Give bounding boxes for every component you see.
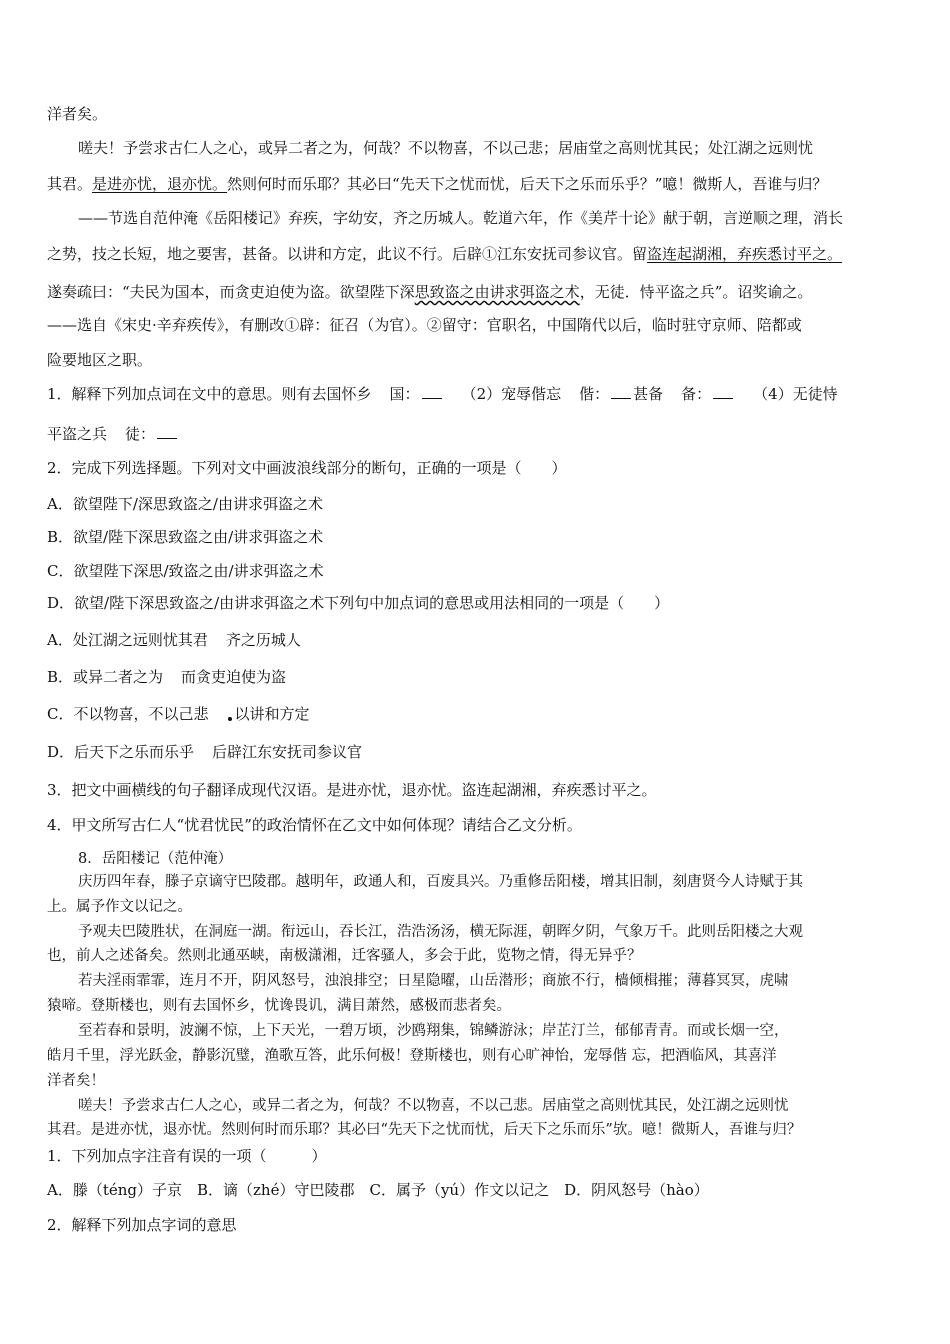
text-line: 嗟夫！予尝求古仁人之心，或异二者之为，何哉？不以物喜，不以己悲。居庙堂之高则忧其民，处江湖之远则忧 bbox=[78, 1098, 789, 1114]
text-line bbox=[47, 282, 812, 302]
text: 国： bbox=[389, 385, 420, 403]
text-line: 予观夫巴陵胜状，在洞庭一湖。衔远山，吞长江，浩浩汤汤，横无际涯，朝晖夕阴，气象万千。此则岳阳楼之大观 bbox=[78, 924, 803, 940]
text: 后辟江东安抚司参议官 bbox=[212, 743, 363, 761]
question-3: 3．把文中画横线的句子翻译成现代汉语。是进亦忧，退亦忧。盗连起湖湘，弃疾悉讨平之。 bbox=[47, 781, 657, 799]
answer-blank[interactable] bbox=[422, 384, 442, 399]
text: D．后天下之乐而乐乎 bbox=[47, 743, 195, 761]
text-line: 嗟夫！予尝求古仁人之心，或异二者之为，何哉？不以物喜，不以己悲；居庙堂之高则忧其民；处江湖之远则忧 bbox=[78, 139, 814, 157]
text: （2）宠辱偕忘 bbox=[461, 385, 562, 403]
text: 遂奏疏曰：“夫民为国本，而贪吏迫使为盗。欲望陛下深 bbox=[47, 283, 415, 301]
text-line: 险要地区之职。 bbox=[47, 351, 153, 369]
text: 而贪吏迫使为盗 bbox=[181, 668, 287, 686]
option bbox=[47, 742, 362, 762]
text: 之势，技之长短，地之要害，甚备。以讲和方定，此议不行。后辟①江东安抚司参议官。留 bbox=[47, 245, 648, 263]
underlined-sentence: 是进亦忧，退亦忧。 bbox=[92, 175, 228, 193]
text-line bbox=[47, 244, 842, 264]
text: C．不以物喜，不以己悲 bbox=[47, 705, 209, 723]
text-line: 皓月千里，浮光跃金，静影沉璧，渔歌互答，此乐何极！登斯楼也，则有心旷神怡，宠辱偕 忘，把酒临风，其喜洋 bbox=[47, 1048, 777, 1064]
text: A．处江湖之远则忧其君 bbox=[47, 631, 208, 649]
text-line: 上。属予作文以记之。 bbox=[47, 899, 192, 915]
question-2: 2．完成下列选择题。下列对文中画波浪线部分的断句，正确的一项是（ ） bbox=[47, 459, 567, 477]
option: C．欲望陛下深思/致盗之由/讲求弭盗之术 bbox=[47, 562, 324, 580]
option: D．欲望/陛下深思致盗之/由讲求弭盗之术下列句中加点词的意思或用法相同的一项是（ ） bbox=[47, 594, 670, 612]
text: 偕： bbox=[579, 385, 610, 403]
text-line: 洋者矣。 bbox=[47, 105, 108, 123]
text: 平盗之兵 bbox=[47, 425, 108, 443]
text-line: 若夫淫雨霏霏，连月不开，阴风怒号，浊浪排空；日星隐曜，山岳潜形；商旅不行，樯倾楫摧；薄暮冥冥，虎啸 bbox=[78, 973, 789, 989]
text: ，无徒．恃平盗之兵”。诏奖谕之。 bbox=[579, 283, 813, 301]
section-title: 8．岳阳楼记（范仲淹） bbox=[78, 851, 233, 867]
text: （4）无徒恃 bbox=[753, 385, 838, 403]
text: 然则何时而乐耶？其必曰“先天下之忧而忧，后天下之乐而乐乎？”噫！微斯人，吾谁与归？ bbox=[227, 175, 828, 193]
text: 齐之历城人 bbox=[225, 631, 301, 649]
answer-blank[interactable] bbox=[611, 384, 631, 399]
option: A．欲望陛下/深思致盗之/由讲求弭盗之术 bbox=[47, 495, 323, 513]
answer-blank[interactable] bbox=[713, 384, 733, 399]
question-2b: 2．解释下列加点字词的意思 bbox=[47, 1216, 237, 1234]
option bbox=[47, 630, 301, 650]
text-line: 也，前人之述备矣。然则北通巫峡，南极潇湘，迁客骚人，多会于此，览物之情，得无异乎？ bbox=[47, 948, 642, 964]
text-line: 其君。是进亦忧，退亦忧。然则何时而乐耶？其必曰“先天下之忧而忧，后天下之乐而乐”欤。噫！微斯人，吾谁与归？ bbox=[47, 1122, 802, 1138]
text: 甚备 bbox=[633, 385, 664, 403]
text: 以讲和方定 bbox=[234, 705, 310, 723]
wavy-underlined-text: 思致盗之由讲求弭盗之术 bbox=[414, 283, 580, 301]
text: 其君。 bbox=[47, 175, 93, 193]
text: 徒： bbox=[125, 425, 156, 443]
text-line bbox=[47, 174, 827, 194]
question-1 bbox=[47, 384, 838, 404]
text: 1．解释下列加点词在文中的意思。则有去国怀乡 bbox=[47, 385, 372, 403]
text-line: 庆历四年春，滕子京谪守巴陵郡。越明年，政通人和，百废具兴。乃重修岳阳楼，增其旧制，刻唐贤今人诗赋于其 bbox=[78, 874, 803, 890]
option: B．欲望/陛下深思致盗之由/讲求弭盗之术 bbox=[47, 528, 324, 546]
answer-blank[interactable] bbox=[157, 424, 177, 439]
text-line: ——节选自范仲淹《岳阳楼记》弃疾，字幼安，齐之历城人。乾道六年，作《美芹十论》献于朝，言逆顺之理，消长 bbox=[78, 209, 844, 227]
option bbox=[47, 704, 310, 724]
text-line: 至若春和景明，波澜不惊，上下天光，一碧万顷，沙鸥翔集，锦鳞游泳；岸芷汀兰，郁郁青青。而或长烟一空， bbox=[78, 1023, 789, 1039]
question-1-cont bbox=[47, 424, 179, 444]
underlined-sentence: 盗连起湖湘，弃疾悉讨平之。 bbox=[647, 245, 843, 263]
question-4: 4．甲文所写古仁人“忧君忧民”的政治情怀在乙文中如何体现？请结合乙文分析。 bbox=[47, 816, 582, 834]
text: 备： bbox=[681, 385, 712, 403]
text-line: 洋者矣！ bbox=[47, 1073, 105, 1089]
question-1b: 1．下列加点字注音有误的一项（ ） bbox=[47, 1147, 327, 1165]
text-line: 猿啼。登斯楼也，则有去国怀乡，忧谗畏讥，满目萧然，感极而悲者矣。 bbox=[47, 998, 511, 1014]
text: B．或异二者之为 bbox=[47, 668, 164, 686]
emphasis-dot bbox=[228, 717, 232, 721]
option-line: A．滕（téng）子京 B．谪（zhé）守巴陵郡 C．属予（yú）作文以记之 D．阴风怒号（hào） bbox=[47, 1181, 709, 1199]
text-line: ——选自《宋史·辛弃疾传》，有删改①辟：征召（为官）。②留守：官职名，中国隋代以后，临时驻守京师、陪都或 bbox=[47, 316, 802, 334]
option bbox=[47, 667, 286, 687]
